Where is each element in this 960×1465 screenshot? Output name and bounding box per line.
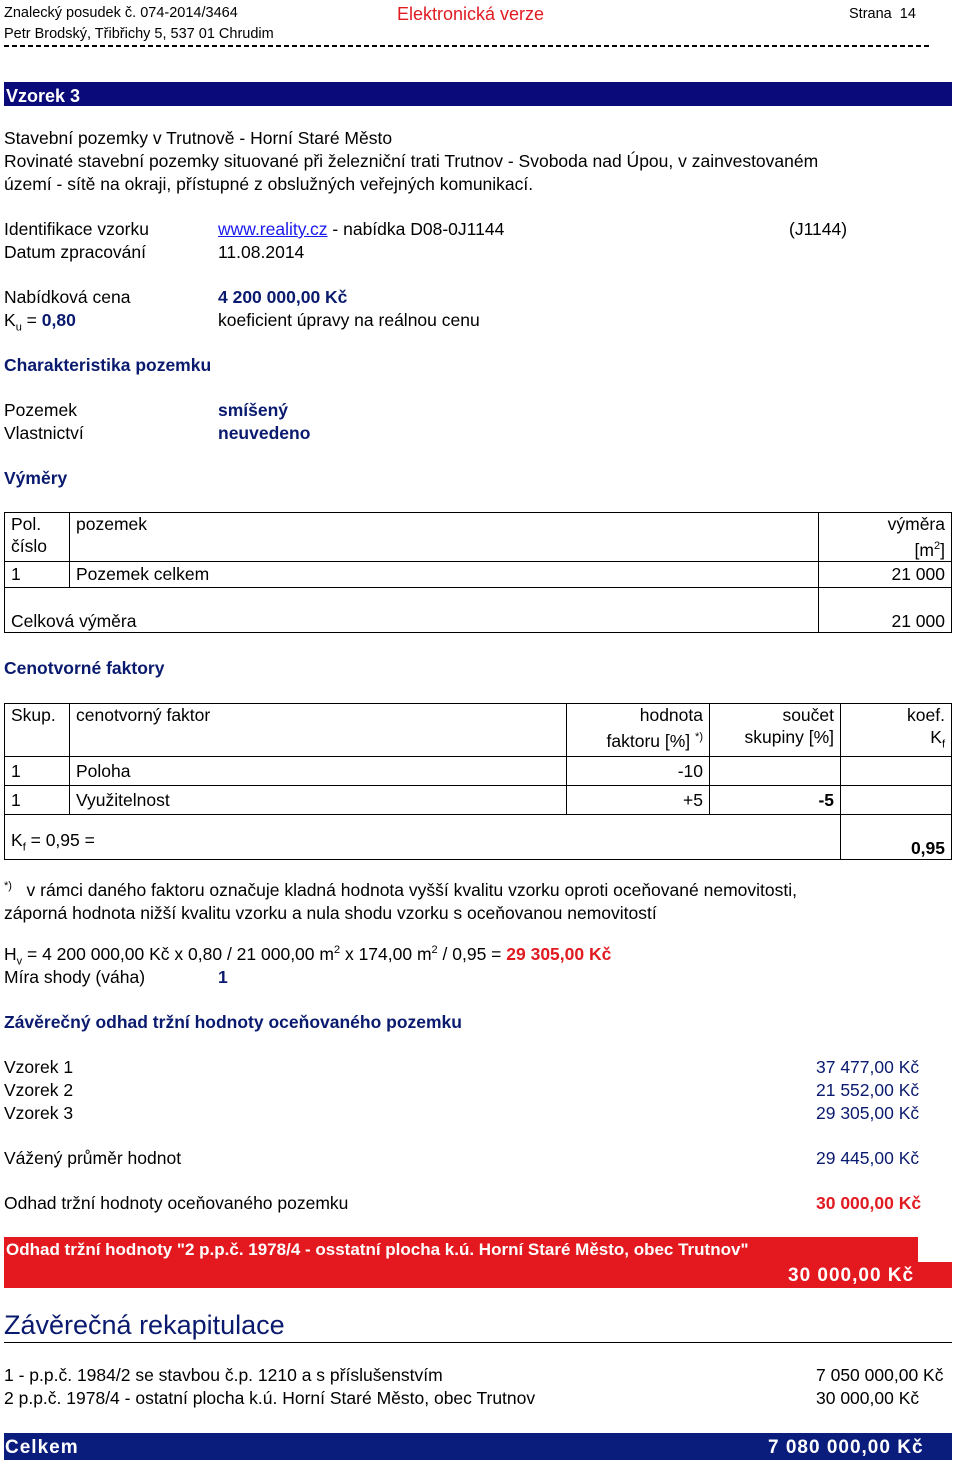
sample-desc-line1: Rovinaté stavební pozemky situované při železniční trati Trutnov - Svoboda nad Úpou, v zainvestovaném <box>4 151 819 171</box>
col-pol <box>5 513 70 562</box>
page-label: Strana <box>849 6 892 22</box>
col-value-line2 <box>573 726 703 752</box>
hv-expr-a: = 4 200 000,00 Kč x 0,80 / 21 000,00 m <box>22 943 334 964</box>
recap-item2-value: 30 000,00 Kč <box>816 1388 920 1408</box>
price-label: Nabídková cena <box>4 287 131 307</box>
ku-description: koeficient úpravy na reálnou cenu <box>218 310 480 330</box>
hv-sub: v <box>16 955 23 968</box>
price-value: 4 200 000,00 Kč <box>218 287 348 307</box>
date-label: Datum zpracování <box>4 242 147 262</box>
factor-row-koef <box>841 785 952 814</box>
id-offer: - nabídka D08-0J1144 <box>327 219 505 239</box>
hv-sup2: 2 <box>431 944 438 956</box>
factor-row-name: Využitelnost <box>70 785 567 814</box>
footnote-line1: v rámci daného faktoru označuje kladná hodnota vyšší kvalitu vzorku oproti oceňované nemovitosti, <box>26 879 797 900</box>
area-row-value: 21 000 <box>819 561 952 587</box>
kf-sub: f <box>22 841 26 854</box>
id-code: (J1144) <box>789 219 848 239</box>
sample3-label: Vzorek 3 <box>4 1103 74 1123</box>
sample1-value: 37 477,00 Kč <box>816 1057 920 1077</box>
avg-label: Vážený průměr hodnot <box>4 1148 182 1168</box>
ku-line <box>4 312 76 334</box>
table-row <box>5 756 952 785</box>
sample2-label: Vzorek 2 <box>4 1080 74 1100</box>
col-area-line2 <box>825 535 945 561</box>
col-value-unit: faktoru [%] <box>606 730 691 751</box>
col-koef-symbol: K <box>930 727 942 747</box>
estimate-banner-value: 30 000,00 Kč <box>788 1265 915 1286</box>
hv-expr-c: / 0,95 = <box>437 943 507 964</box>
char-value-ownership: neuvedeno <box>218 423 311 443</box>
col-factor <box>70 704 567 757</box>
col-value-line1: hodnota <box>639 705 703 725</box>
ku-eq: = <box>21 310 42 330</box>
char-label-ownership: Vlastnictví <box>4 423 84 443</box>
char-label-land: Pozemek <box>4 400 77 420</box>
col-area-line1: výměra <box>887 514 945 534</box>
col-value-footnote-mark: *) <box>695 731 703 743</box>
recap-total-label: Celkem <box>5 1437 79 1458</box>
sample-location: Stavební pozemky v Trutnově - Horní Staré Město <box>4 128 393 148</box>
recap-title: Závěrečná rekapitulace <box>4 1310 285 1340</box>
col-pol-line1: Pol. <box>11 514 42 534</box>
hv-line <box>4 945 611 967</box>
weight-value: 1 <box>218 967 228 987</box>
col-area <box>819 513 952 562</box>
recap-divider <box>4 1342 952 1343</box>
kf-expr: = 0,95 = <box>25 830 95 850</box>
recap-item1-value: 7 050 000,00 Kč <box>816 1365 944 1385</box>
footnote <box>4 875 952 925</box>
col-area-sup: 2 <box>934 540 941 552</box>
header-divider <box>4 45 929 47</box>
col-koef-line2 <box>847 726 945 756</box>
factors-table <box>4 703 952 860</box>
report-id: Znalecký posudek č. 074-2014/3464 <box>4 5 238 21</box>
weight-label: Míra shody (váha) <box>4 967 146 987</box>
recap-total-value: 7 080 000,00 Kč <box>768 1437 924 1458</box>
factor-row-group: 1 <box>5 756 70 785</box>
ku-symbol: K <box>4 310 16 330</box>
factor-row-koef <box>841 756 952 785</box>
col-koef-sub: f <box>941 738 945 751</box>
recap-item1-label: 1 - p.p.č. 1984/2 se stavbou č.p. 1210 a s příslušenstvím <box>4 1365 443 1385</box>
areas-total-row <box>5 587 952 632</box>
ku-value: 0,80 <box>41 310 76 330</box>
table-row <box>5 785 952 814</box>
kf-row <box>5 814 952 859</box>
col-area-unit: [m <box>914 539 934 560</box>
avg-value: 29 445,00 Kč <box>816 1148 920 1168</box>
hv-sup1: 2 <box>333 944 341 956</box>
factor-row-name: Poloha <box>70 756 567 785</box>
area-row-name: Pozemek celkem <box>70 561 819 587</box>
factors-title: Cenotvorné faktory <box>4 658 165 678</box>
col-sum-line1: součet <box>782 705 834 725</box>
col-sum <box>710 704 841 757</box>
source-link[interactable]: www.reality.cz <box>218 219 328 239</box>
area-row-num: 1 <box>5 561 70 587</box>
id-label: Identifikace vzorku <box>4 219 149 239</box>
hv-value: 29 305,00 Kč <box>506 943 612 964</box>
sample2-value: 21 552,00 Kč <box>816 1080 920 1100</box>
areas-total-value: 21 000 <box>819 587 952 632</box>
factor-row-sum: -5 <box>710 785 841 814</box>
footnote-mark: *) <box>4 880 12 892</box>
factor-row-value: -10 <box>567 756 710 785</box>
col-group-label: Skup. <box>11 705 56 725</box>
ku-sub: u <box>15 321 22 334</box>
recap-item2-label: 2 p.p.č. 1978/4 - ostatní plocha k.ú. Horní Staré Město, obec Trutnov <box>4 1388 536 1408</box>
table-row <box>5 561 952 587</box>
char-value-land: smíšený <box>218 400 289 420</box>
factor-row-sum <box>710 756 841 785</box>
col-group <box>5 704 70 757</box>
id-value <box>218 221 504 239</box>
col-sum-line2: skupiny [%] <box>744 727 834 747</box>
hv-expr-b: x 174,00 m <box>340 943 432 964</box>
kf-expression <box>5 814 841 859</box>
col-pol-line2: číslo <box>11 536 47 556</box>
page-indicator <box>849 7 916 22</box>
col-factor-label: cenotvorný faktor <box>76 705 211 725</box>
kf-symbol: K <box>11 830 23 850</box>
col-land-label: pozemek <box>76 514 148 534</box>
report-author: Petr Brodský, Třibřichy 5, 537 01 Chrudim <box>4 26 274 42</box>
areas-total-label: Celková výměra <box>5 587 819 632</box>
date-value: 11.08.2014 <box>218 242 305 262</box>
factor-row-group: 1 <box>5 785 70 814</box>
sample1-label: Vzorek 1 <box>4 1057 74 1077</box>
estimate-label: Odhad tržní hodnoty oceňovaného pozemku <box>4 1193 349 1213</box>
characteristics-title: Charakteristika pozemku <box>4 355 212 375</box>
col-area-bracket: ] <box>940 539 945 560</box>
sample-desc-line2: území - sítě na okraji, přístupné z obslužných veřejných komunikací. <box>4 174 534 194</box>
areas-title: Výměry <box>4 468 68 488</box>
estimate-banner-text: Odhad tržní hodnoty "2 p.p.č. 1978/4 - osstatní plocha k.ú. Horní Staré Město, obec Trutnov" <box>6 1240 749 1259</box>
hv-symbol: H <box>4 943 17 964</box>
col-koef-line1: koef. <box>907 705 945 725</box>
factor-row-value: +5 <box>567 785 710 814</box>
col-koef <box>841 704 952 757</box>
sample3-value: 29 305,00 Kč <box>816 1103 920 1123</box>
col-value <box>567 704 710 757</box>
version-label: Elektronická verze <box>397 4 545 24</box>
final-estimate-title: Závěrečný odhad tržní hodnoty oceňovaného pozemku <box>4 1012 462 1032</box>
sample-title-bar <box>4 82 952 106</box>
factors-header-row <box>5 704 952 757</box>
estimate-value: 30 000,00 Kč <box>816 1193 922 1213</box>
kf-value: 0,95 <box>841 814 952 859</box>
sample-title: Vzorek 3 <box>6 86 81 106</box>
areas-header-row <box>5 513 952 562</box>
page-number: 14 <box>899 6 916 22</box>
areas-table <box>4 512 952 633</box>
footnote-line2: záporná hodnota nižší kvalitu vzorku a nula shodu vzorku s oceňovanou nemovitostí <box>4 902 657 923</box>
col-land <box>70 513 819 562</box>
